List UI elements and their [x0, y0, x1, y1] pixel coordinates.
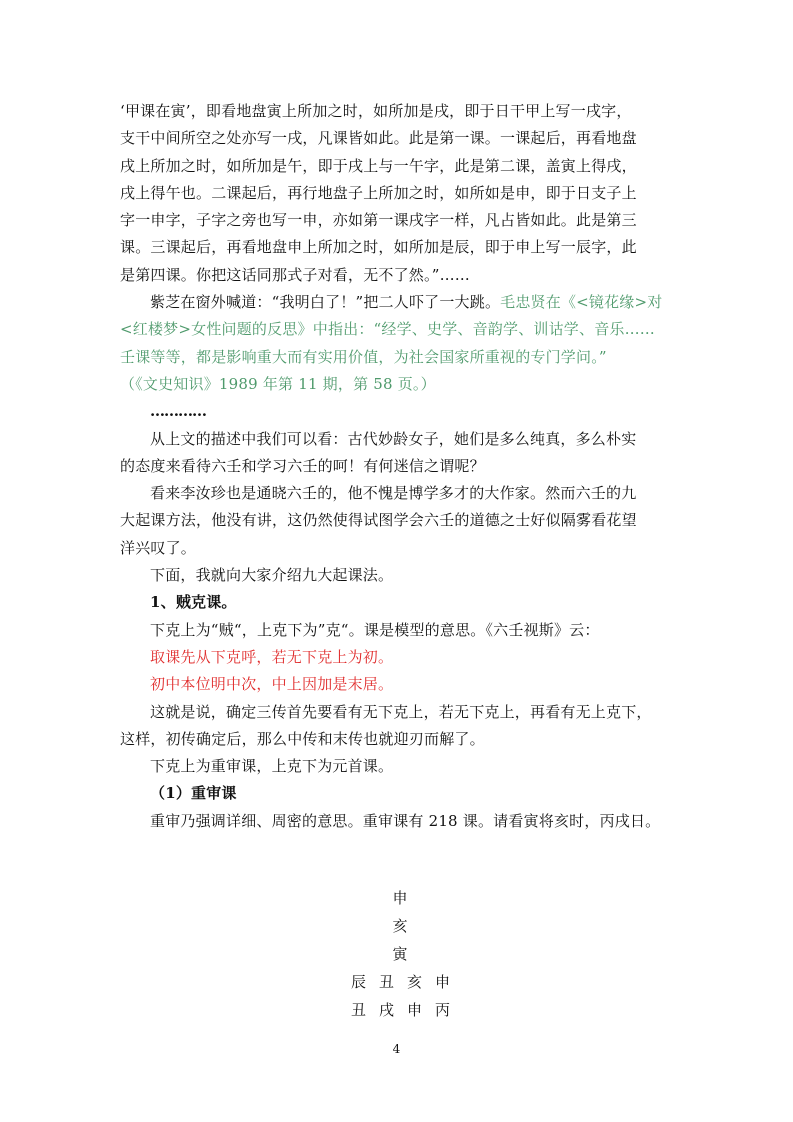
lesson-cell: 亥	[407, 973, 423, 991]
lesson-cell: 辰	[351, 973, 367, 991]
text-line: 洋兴叹了。	[120, 538, 197, 557]
text-line: ‘甲课在寅’，即看地盘寅上所加之时，如所加是戌，即于日干甲上写一戌字，	[120, 102, 632, 120]
text-line: 课。三课起后，再看地盘申上所加之时，如所加是辰，即于申上写一辰字，此	[120, 238, 637, 257]
text-line: 支干中间所空之处亦写一戌，凡课皆如此。此是第一课。一课起后，再看地盘	[120, 129, 637, 148]
chuan-middle: 亥	[392, 917, 408, 935]
text-line	[120, 289, 680, 316]
text-line: 这样，初传确定后，那么中传和末传也就迎刃而解了。	[120, 729, 485, 748]
text-line: 大起课方法，他没有讲，这仍然使得试图学会六壬的道德之士好似隔雾看花望	[120, 511, 637, 530]
citation-source: （《文史知识》1989 年第 11 期，第 58 页。）	[120, 374, 436, 393]
lesson-chart	[320, 884, 480, 1024]
section-heading: 1、贼克课。	[150, 593, 237, 612]
verse-line: 初中本位明中次，中上因加是末居。	[150, 675, 394, 694]
text-line: 这就是说，确定三传首先要看有无下克上，若无下克上，再看有无上克下，	[150, 702, 652, 721]
chuan-first: 申	[392, 889, 408, 907]
body-text	[120, 98, 680, 835]
citation-text: 毛忠贤在《<镜花缘>对	[500, 293, 663, 312]
text-line: 下面，我就向大家介绍九大起课法。	[150, 566, 394, 585]
lesson-cell: 戌	[379, 1001, 395, 1019]
lesson-cell: 申	[435, 973, 451, 991]
verse-line: 取课先从下克呼，若无下克上为初。	[150, 647, 394, 666]
lesson-cell: 丑	[379, 973, 395, 991]
text-line: 是第四课。你把这话同那式子对看，无不了然。”……	[120, 265, 470, 284]
text-line: 字一申字，子字之旁也写一申，亦如第一课戌字一样，凡占皆如此。此是第三	[120, 211, 637, 230]
page-number: 4	[392, 1042, 401, 1056]
lesson-row-upper	[320, 968, 480, 996]
citation-line: <红楼梦>女性问题的反思》中指出：“经学、史学、音韵学、训诂学、音乐……	[120, 320, 656, 339]
lesson-cell: 丑	[351, 1001, 367, 1019]
text-line: 下克上为重审课，上克下为元首课。	[150, 757, 394, 776]
citation-line: 壬课等等，都是影响重大而有实用价值，为社会国家所重视的专门学问。”	[120, 347, 607, 366]
lesson-cell: 申	[407, 1001, 423, 1019]
ellipsis-line: …………	[150, 402, 206, 421]
subsection-heading: （1）重审课	[150, 784, 237, 803]
lesson-row-lower	[320, 996, 480, 1024]
text-line: 下克上为“贼“，上克下为”克“。课是模型的意思。《六壬视斯》云：	[150, 620, 600, 639]
text-line: 从上文的描述中我们可以看：古代妙龄女子，她们是多么纯真，多么朴实	[150, 429, 637, 448]
text-line: 戌上得午也。二课起后，再行地盘子上所加之时，如所如是申，即于日支子上	[120, 183, 637, 202]
chuan-last: 寅	[392, 945, 408, 963]
text-line: 看来李汝珍也是通晓六壬的，他不愧是博学多才的大作家。然而六壬的九	[150, 484, 637, 503]
lesson-cell: 丙	[435, 1001, 451, 1019]
text-line: 的态度来看待六壬和学习六壬的呵！有何迷信之谓呢？	[120, 456, 485, 475]
quote-text: 紫芝在窗外喊道：“我明白了！”把二人吓了一大跳。	[150, 293, 501, 312]
text-line: 戌上所加之时，如所加是午，即于戌上与一午字，此是第二课，盖寅上得戌，	[120, 156, 637, 175]
text-line: 重审乃强调详细、周密的意思。重审课有 218 课。请看寅将亥时，丙戌日。	[150, 811, 661, 830]
